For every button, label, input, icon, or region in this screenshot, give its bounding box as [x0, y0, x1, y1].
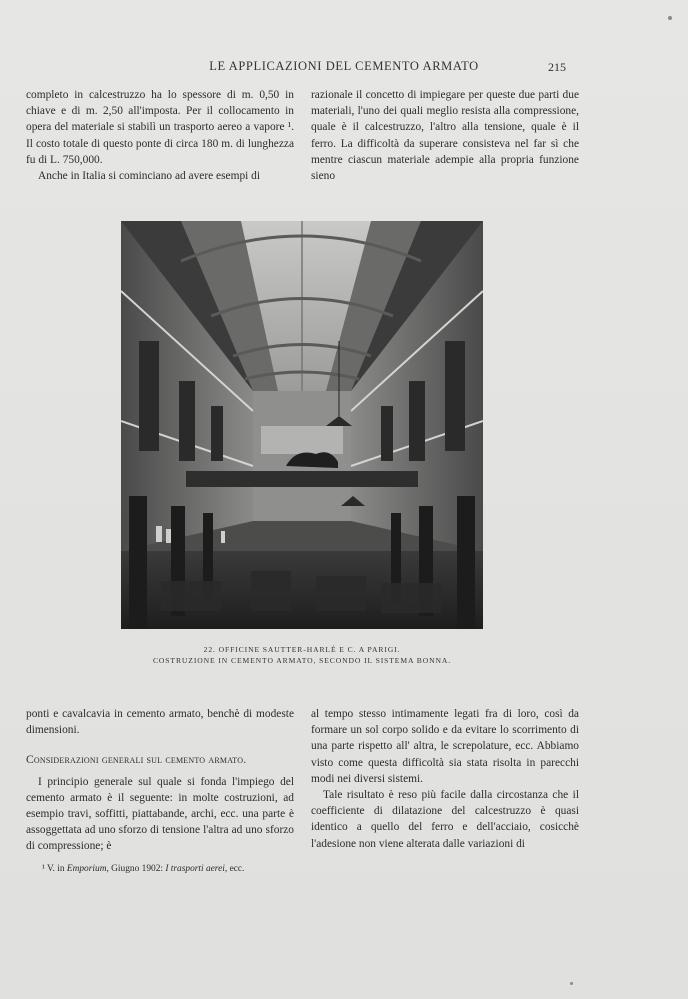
- footnote-suffix: , ecc.: [224, 863, 245, 874]
- page-number: 215: [548, 60, 566, 74]
- section-heading: Considerazioni generali sul cemento armato.: [26, 753, 247, 767]
- top-left-column: [26, 87, 294, 184]
- running-header: LE APPLICAZIONI DEL CEMENTO ARMATO: [209, 59, 479, 73]
- bottom-right-column: [311, 706, 579, 852]
- paper-speck: [570, 982, 573, 985]
- top-right-column: [311, 87, 579, 184]
- figure-caption-title: 22. OFFICINE SAUTTER-HARLÉ E C. A PARIGI.: [203, 645, 401, 654]
- footnote-journal: Emporium: [66, 863, 107, 874]
- bottom-left-column: [26, 706, 294, 876]
- footnote-middle: , Giugno 1902:: [106, 863, 166, 874]
- text-paragraph: Tale risultato è reso più facile dalla circostanza che il coefficiente di dilatazione del calcestruzzo è quasi identico a quello del ferro e dell'acciaio, cosicchè l'adesione non viene alterata dalle variazioni di: [311, 789, 579, 850]
- factory-interior-illustration: [121, 221, 483, 629]
- text-paragraph: razionale il concetto di impiegare per queste due parti due materiali, l'uno dei quali meglio resista alla compressione, quale è il calcestruzzo, l'altro alla tensione, quale è il ferro. La difficoltà da superare consisteva nel far sì che mentre ciascun materiale adempie alla propria funzione sieno: [311, 89, 579, 183]
- text-paragraph: completo in calcestruzzo ha lo spessore di m. 0,50 in chiave e di m. 2,50 all'imposta. Per il collocamento in opera del materiale si stabilì un trasporto aereo a vapore ¹. Il costo totale di questo ponte di circa 180 m. di lunghezza fu di L. 750,000.: [26, 89, 294, 166]
- text-paragraph: Anche in Italia si cominciano ad avere esempi di: [38, 170, 261, 183]
- text-paragraph: I principio generale sul quale si fonda l'impiego del cemento armato è il seguente: in molte costruzioni, ad esempio travi, soffitti, piattabande, archi, ecc. una parte è assoggettata ad uno sforzo di tensione l'altra ad uno sforzo di compressione; è: [26, 775, 294, 853]
- text-paragraph: ponti e cavalcavia in cemento armato, benchè di modeste dimensioni.: [26, 708, 294, 737]
- factory-interior-photo: [121, 221, 483, 629]
- paper-speck: [668, 16, 672, 20]
- footnote: [26, 863, 294, 876]
- figure-caption-subtitle: COSTRUZIONE IN CEMENTO ARMATO, SECONDO IL SISTEMA BONNA.: [152, 656, 452, 665]
- text-paragraph: al tempo stesso intimamente legati fra di loro, così da formare un sol corpo solido e da evitare lo scorrimento di una parte rispetto all' altra, le screpolature, ecc. Abbiamo visto come questa difficoltà sia stata risolta in parecchi modi nei diversi sistemi.: [311, 708, 579, 785]
- footnote-article-title: I trasporti aerei: [165, 863, 225, 874]
- footnote-prefix: ¹ V. in: [42, 863, 67, 874]
